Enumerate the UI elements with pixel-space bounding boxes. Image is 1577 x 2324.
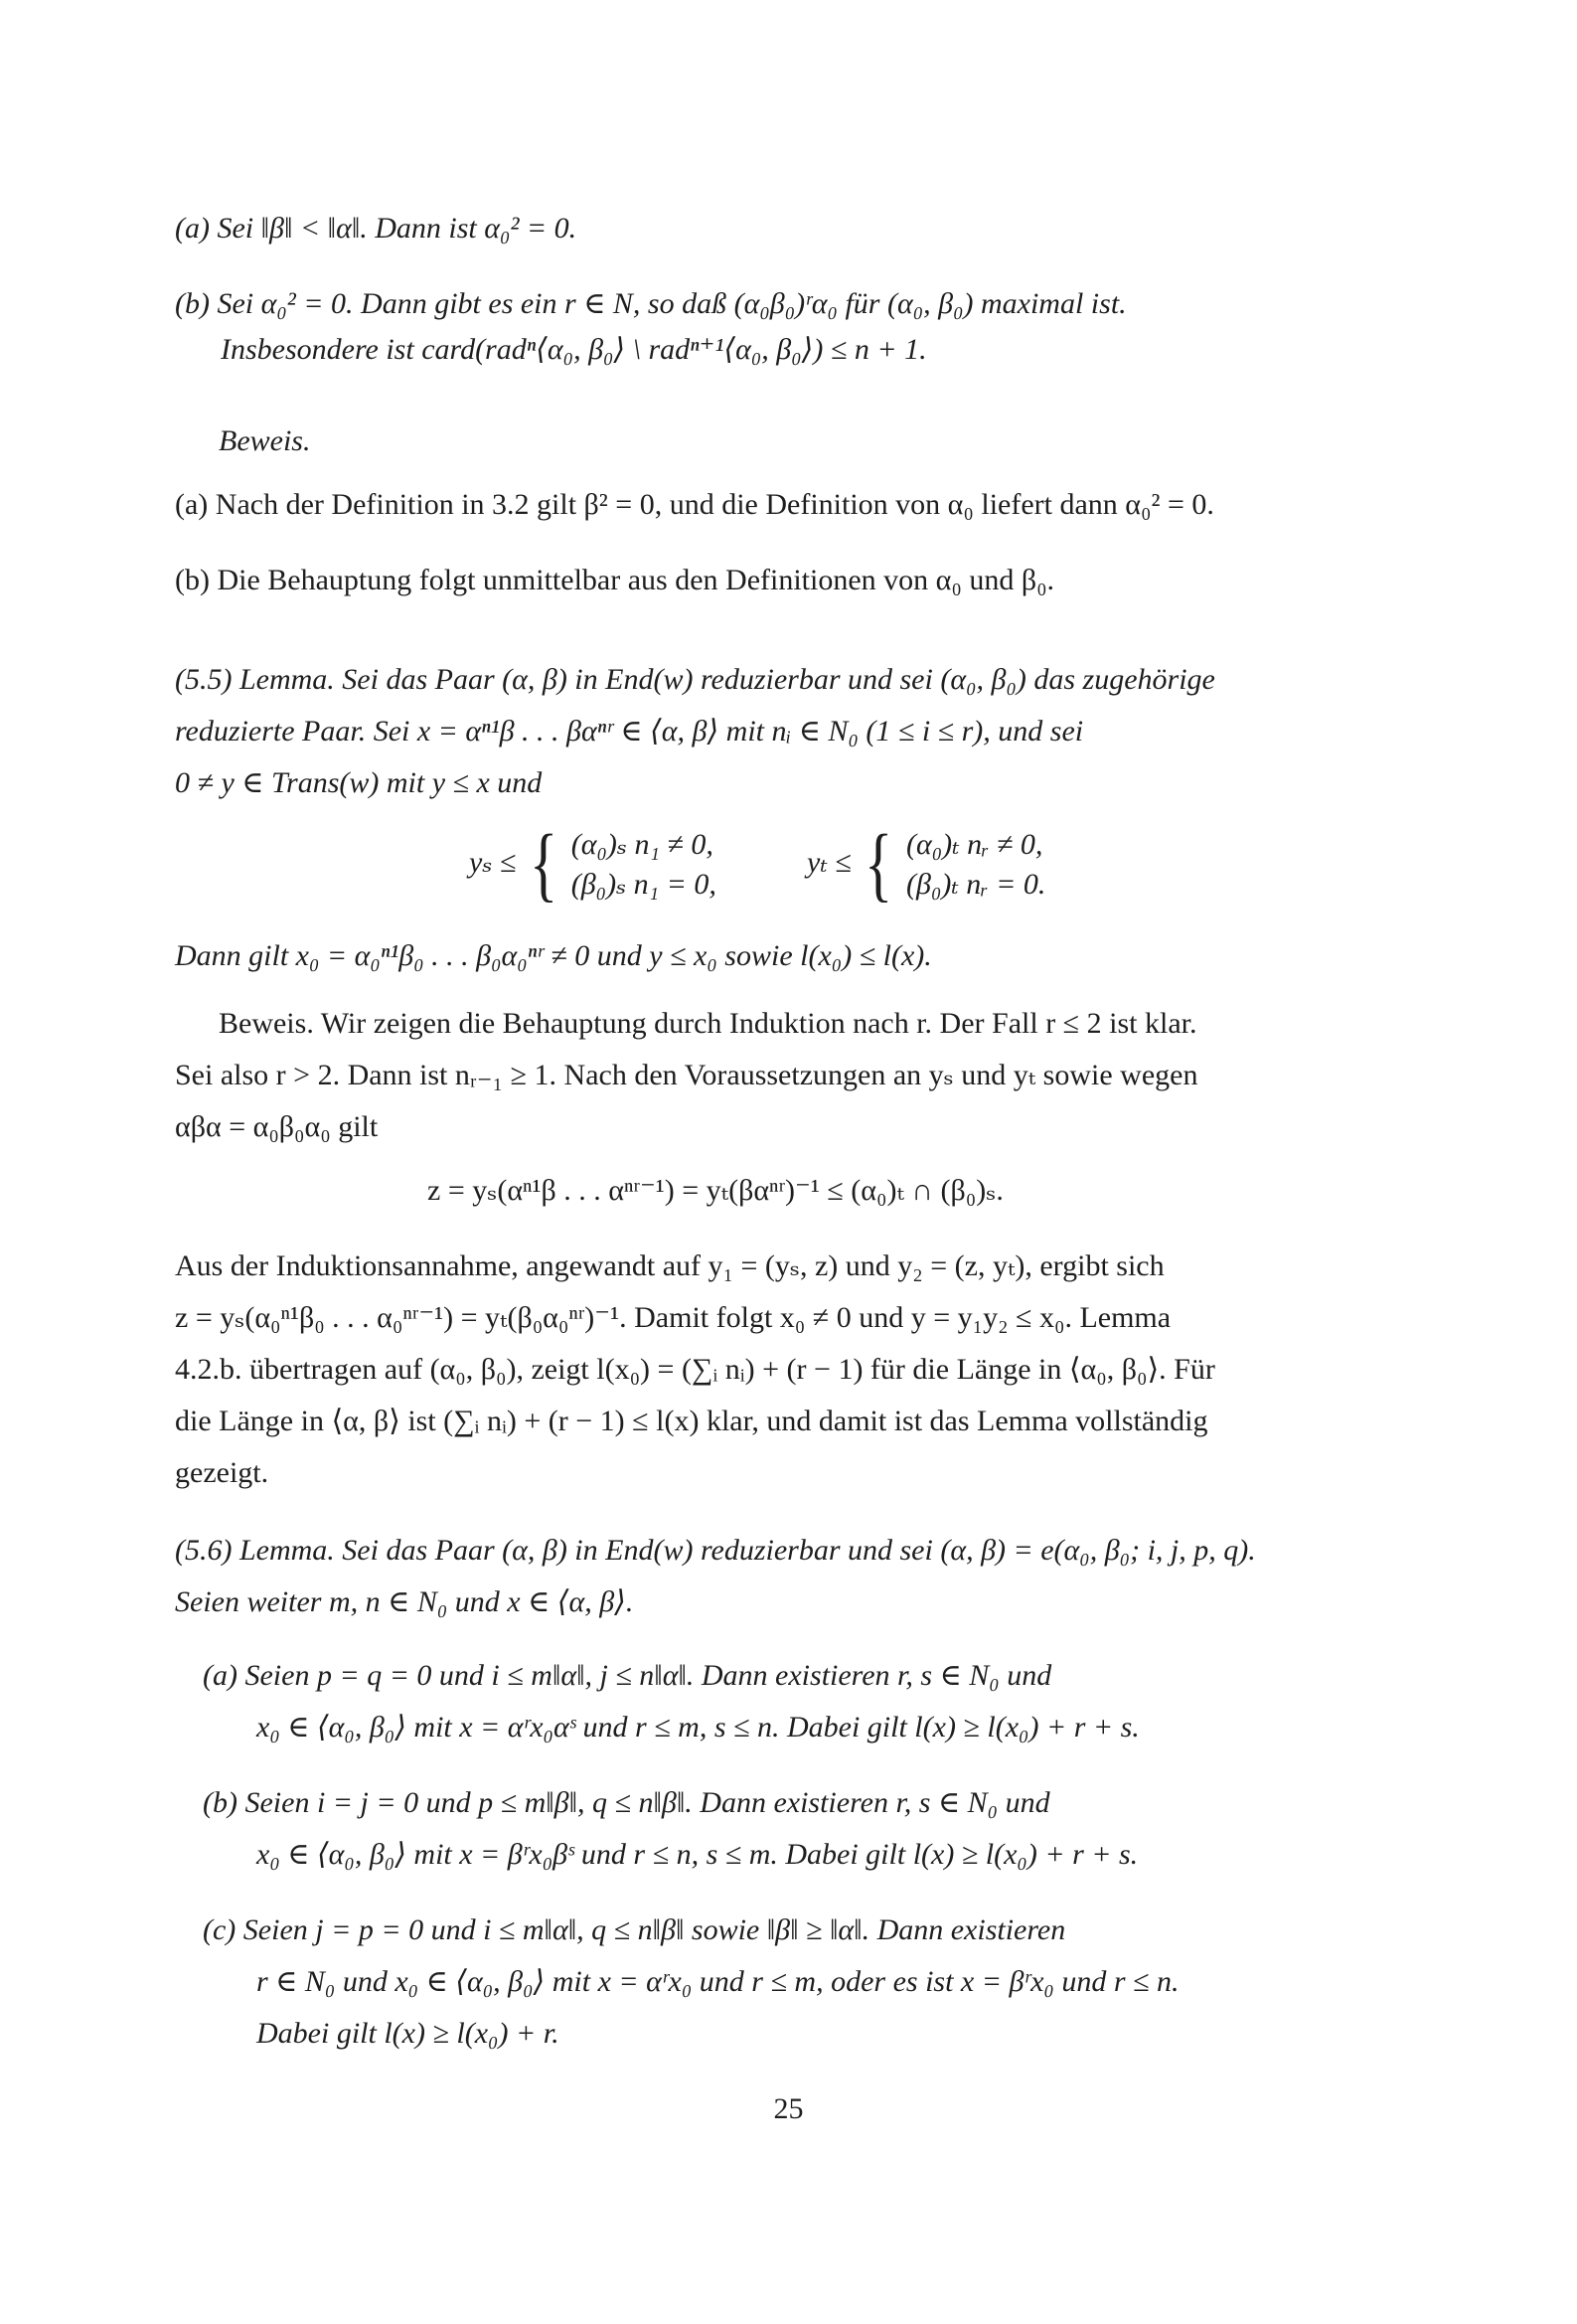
proof-heading: Beweis.	[219, 424, 311, 457]
proof-5-5-equation: z = yₛ(αⁿ¹β . . . αⁿʳ⁻¹) = yₜ(βαⁿʳ)⁻¹ ≤ (α₀)ₜ ∩ (β₀)ₛ.	[427, 1174, 1004, 1207]
proof-5-5-line2: Sei also r > 2. Dann ist nᵣ₋₁ ≥ 1. Nach den Voraussetzungen an yₛ und yₜ sowie wegen	[175, 1059, 1198, 1091]
proof-5-5-line4: Aus der Induktionsannahme, angewandt auf y₁ = (yₛ, z) und y₂ = (z, yₜ), ergibt sich	[175, 1249, 1165, 1282]
proof-5-5-line3: αβα = α₀β₀α₀ gilt	[175, 1110, 379, 1143]
lemma-5-5-line2: reduzierte Paar. Sei x = αⁿ¹β . . . βαⁿʳ ∈ ⟨α, β⟩ mit nᵢ ∈ N₀ (1 ≤ i ≤ r), und sei	[175, 715, 1084, 747]
yt-case-definition	[807, 818, 1046, 911]
proof-5-5-line5: z = yₛ(α₀ⁿ¹β₀ . . . α₀ⁿʳ⁻¹) = yₜ(β₀α₀ⁿʳ)⁻¹. Damit folgt x₀ ≠ 0 und y = y₁y₂ ≤ x₀. Lemma	[175, 1301, 1172, 1334]
yt-cases	[906, 825, 1045, 905]
lemma-part-b-line2: Insbesondere ist card(radⁿ⟨α₀, β₀⟩ \ radⁿ⁺¹⟨α₀, β₀⟩) ≤ n + 1.	[221, 333, 927, 366]
proof-5-5-line7: die Länge in ⟨α, β⟩ ist (∑ᵢ nᵢ) + (r − 1) ≤ l(x) klar, und damit ist das Lemma vollständig	[175, 1405, 1208, 1437]
proof-part-a: (a) Nach der Definition in 3.2 gilt β² = 0, und die Definition von α₀ liefert dann α₀² = 0.	[175, 488, 1214, 521]
ys-case-2: (β₀)ₛ n₁ = 0,	[570, 868, 716, 901]
lemma-5-6-line1: (5.6) Lemma. Sei das Paar (α, β) in End(w) reduzierbar und sei (α, β) = e(α₀, β₀; i, j, p, q).	[175, 1534, 1256, 1567]
proof-5-5-line6: 4.2.b. übertragen auf (α₀, β₀), zeigt l(x₀) = (∑ᵢ nᵢ) + (r − 1) für die Länge in ⟨α₀, β₀⟩. Für	[175, 1353, 1215, 1386]
lemma-5-6-part-c-line1: (c) Seien j = p = 0 und i ≤ m‖α‖, q ≤ n‖β‖ sowie ‖β‖ ≥ ‖α‖. Dann existieren	[203, 1913, 1066, 1946]
lemma-5-5-line1: (5.5) Lemma. Sei das Paar (α, β) in End(w) reduzierbar und sei (α₀, β₀) das zugehörige	[175, 663, 1215, 696]
lemma-5-6-part-b-line1: (b) Seien i = j = 0 und p ≤ m‖β‖, q ≤ n‖β‖. Dann existieren r, s ∈ N₀ und	[203, 1786, 1050, 1819]
lemma-5-5-line3: 0 ≠ y ∈ Trans(w) mit y ≤ x und	[175, 766, 543, 799]
proof-part-b: (b) Die Behauptung folgt unmittelbar aus den Definitionen von α₀ und β₀.	[175, 564, 1055, 596]
ys-case-1: (α₀)ₛ n₁ ≠ 0,	[570, 828, 713, 861]
yt-lhs: yₜ ≤	[807, 845, 852, 879]
lemma-5-6-part-c-line2: r ∈ N₀ und x₀ ∈ ⟨α₀, β₀⟩ mit x = αʳx₀ und r ≤ m, oder es ist x = βʳx₀ und r ≤ n.	[256, 1965, 1180, 1998]
lemma-5-6-part-a-line2: x₀ ∈ ⟨α₀, β₀⟩ mit x = αʳx₀αˢ und r ≤ m, s ≤ n. Dabei gilt l(x) ≥ l(x₀) + r + s.	[256, 1711, 1140, 1743]
lemma-5-6-part-a-line1: (a) Seien p = q = 0 und i ≤ m‖α‖, j ≤ n‖α‖. Dann existieren r, s ∈ N₀ und	[203, 1659, 1052, 1692]
lemma-5-6-part-c-line3: Dabei gilt l(x) ≥ l(x₀) + r.	[256, 2017, 559, 2050]
yt-case-2: (β₀)ₜ nᵣ = 0.	[906, 868, 1046, 901]
proof-5-5-line1: Beweis. Wir zeigen die Behauptung durch Induktion nach r. Der Fall r ≤ 2 ist klar.	[219, 1007, 1197, 1040]
lemma-5-5-conclusion: Dann gilt x₀ = α₀ⁿ¹β₀ . . . β₀α₀ⁿʳ ≠ 0 und y ≤ x₀ sowie l(x₀) ≤ l(x).	[175, 939, 932, 972]
yt-case-1: (α₀)ₜ nᵣ ≠ 0,	[906, 828, 1043, 861]
lemma-5-6-line2: Seien weiter m, n ∈ N₀ und x ∈ ⟨α, β⟩.	[175, 1585, 634, 1618]
lemma-part-a: (a) Sei ‖β‖ < ‖α‖. Dann ist α₀² = 0.	[175, 212, 577, 245]
lemma-part-b-line1: (b) Sei α₀² = 0. Dann gibt es ein r ∈ N, so daß (α₀β₀)ʳα₀ für (α₀, β₀) maximal ist.	[175, 287, 1127, 320]
ys-cases	[571, 825, 716, 905]
left-brace-icon: {	[529, 818, 558, 911]
lemma-5-6-part-b-line2: x₀ ∈ ⟨α₀, β₀⟩ mit x = βʳx₀βˢ und r ≤ n, s ≤ m. Dabei gilt l(x) ≥ l(x₀) + r + s.	[256, 1838, 1139, 1871]
page-number: 25	[773, 2092, 804, 2125]
ys-case-definition	[469, 818, 716, 911]
left-brace-icon: {	[865, 818, 893, 911]
proof-5-5-line8: gezeigt.	[175, 1456, 269, 1489]
ys-lhs: yₛ ≤	[469, 845, 517, 879]
